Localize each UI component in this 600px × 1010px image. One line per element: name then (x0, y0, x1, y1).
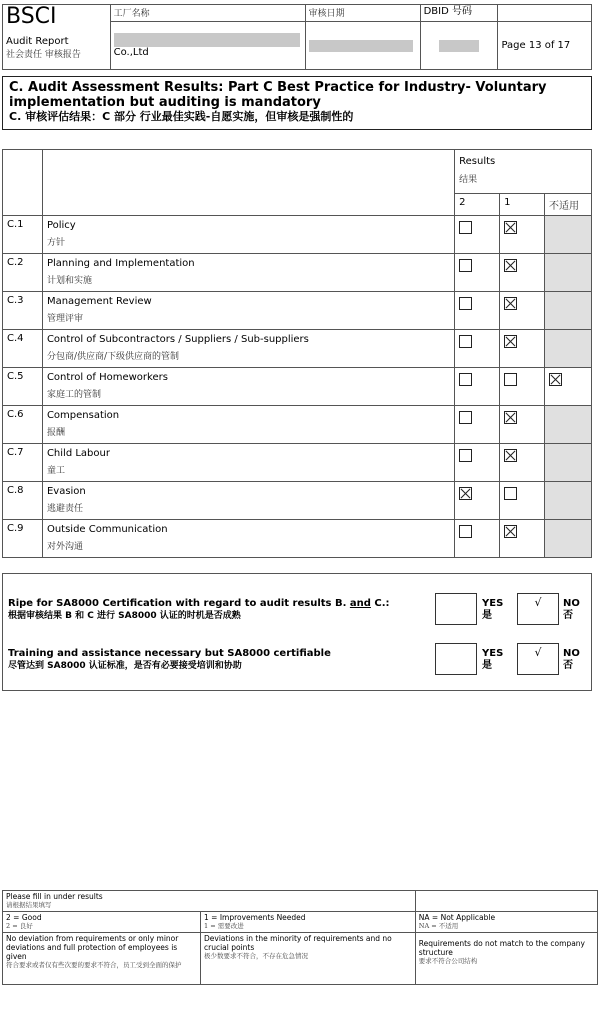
legend-good-en: 2 = Good (6, 913, 42, 922)
result-cell-na (545, 406, 592, 444)
legend-improve-en: 1 = Improvements Needed (204, 913, 306, 922)
report-title-cn: 社会责任 审核报告 (6, 50, 81, 60)
row-code: C.1 (3, 216, 43, 254)
result-checkbox-1[interactable] (504, 411, 517, 424)
result-checkbox-2[interactable] (459, 221, 472, 234)
row-label (42, 254, 454, 292)
q1-text-and: and (349, 598, 371, 609)
legend-na-desc-cn: 要求不符合公司结构 (418, 957, 478, 965)
results-table (2, 149, 592, 558)
row-label-cn: 管理评审 (46, 314, 83, 324)
report-title-en: Audit Report (6, 36, 69, 47)
result-checkbox-1[interactable] (504, 335, 517, 348)
row-code: C.9 (3, 520, 43, 558)
row-label-en: Management Review (46, 296, 152, 307)
row-code: C.7 (3, 444, 43, 482)
table-row (3, 292, 592, 330)
q1-no-label (563, 598, 580, 622)
q2-no-checkbox[interactable]: √ (517, 643, 559, 675)
legend-na-desc (415, 933, 597, 985)
audit-date-label: 审核日期 (308, 9, 345, 19)
result-cell-na (545, 368, 592, 406)
dbid-label-cell (420, 5, 498, 22)
legend-improve-desc-cn: 极少数要求不符合，不存在危急情况 (204, 952, 308, 960)
result-cell-2 (455, 292, 500, 330)
redacted-audit-date (309, 40, 413, 52)
legend-na-cn: NA = 不适用 (418, 922, 459, 930)
result-cell-2 (455, 444, 500, 482)
table-row (3, 482, 592, 520)
q2-yes-label (482, 648, 503, 672)
table-row (3, 406, 592, 444)
result-checkbox-1[interactable] (504, 221, 517, 234)
legend-blank (415, 891, 597, 912)
result-checkbox-1[interactable] (504, 373, 517, 386)
legend-fill-en: Please fill in under results (6, 892, 103, 901)
col-2-header: 2 (455, 194, 500, 216)
result-cell-na (545, 444, 592, 482)
audit-date-label-cell (305, 5, 420, 22)
results-header-en: Results (459, 156, 496, 167)
q1-yes-checkbox[interactable] (435, 593, 477, 625)
result-cell-1 (500, 368, 545, 406)
row-label-cn: 童工 (46, 466, 65, 476)
result-checkbox-2[interactable] (459, 525, 472, 538)
dbid-value-cell (420, 22, 498, 70)
col-na-header: 不适用 (545, 194, 592, 216)
result-cell-na (545, 292, 592, 330)
row-label-en: Child Labour (46, 448, 110, 459)
result-cell-2 (455, 406, 500, 444)
brand-cell (3, 5, 111, 70)
result-checkbox-1[interactable] (504, 259, 517, 272)
result-checkbox-2[interactable] (459, 297, 472, 310)
result-checkbox-2[interactable] (459, 373, 472, 386)
q1-yes-label (482, 598, 503, 622)
row-label-cn: 计划和实施 (46, 276, 92, 286)
result-cell-1 (500, 216, 545, 254)
result-cell-na (545, 520, 592, 558)
col-1-header: 1 (500, 194, 545, 216)
result-checkbox-2[interactable] (459, 449, 472, 462)
result-cell-na (545, 482, 592, 520)
legend-improve (201, 912, 416, 933)
result-cell-1 (500, 330, 545, 368)
legend-improve-cn: 1 = 需要改进 (204, 922, 244, 930)
sa8000-question-1 (8, 598, 390, 622)
q1-text-a: Ripe for SA8000 Certification with regard to audit results B. (8, 598, 350, 609)
dbid-label: DBID 号码 (423, 6, 472, 17)
factory-name-label: 工厂名称 (113, 9, 150, 19)
table-row (3, 444, 592, 482)
result-cell-2 (455, 368, 500, 406)
row-label-en: Evasion (46, 486, 86, 497)
results-header-cn: 结果 (459, 175, 478, 185)
result-cell-2 (455, 520, 500, 558)
legend-good-desc-en: No deviation from requirements or only minor deviations and full protection of employees is given (6, 934, 179, 961)
q2-text-cn: 尽管达到 SA8000 认证标准，是否有必要接受培训和协助 (8, 661, 242, 671)
q1-yes-cn: 是 (482, 610, 492, 621)
result-cell-1 (500, 406, 545, 444)
row-label-en: Policy (46, 220, 76, 231)
table-row (3, 330, 592, 368)
factory-name-label-cell (110, 5, 305, 22)
audit-date-value-cell (305, 22, 420, 70)
report-header (2, 4, 592, 70)
row-label (42, 216, 454, 254)
factory-name-value-cell (110, 22, 305, 70)
row-label-cn: 逃避责任 (46, 504, 83, 514)
section-title-box (2, 76, 592, 130)
result-cell-2 (455, 482, 500, 520)
blank-header-cell (498, 5, 592, 22)
legend-good (3, 912, 201, 933)
result-checkbox-na[interactable] (549, 373, 562, 386)
row-label (42, 520, 454, 558)
row-code: C.4 (3, 330, 43, 368)
results-header-row (3, 150, 592, 194)
result-checkbox-2[interactable] (459, 259, 472, 272)
row-code: C.8 (3, 482, 43, 520)
q2-yes-checkbox[interactable] (435, 643, 477, 675)
row-label (42, 444, 454, 482)
results-rows (3, 216, 592, 558)
brand-logo: BSCI (6, 4, 57, 29)
table-row (3, 216, 592, 254)
result-checkbox-1[interactable] (504, 297, 517, 310)
result-cell-1 (500, 254, 545, 292)
result-checkbox-2[interactable] (459, 335, 472, 348)
sa8000-question-2 (8, 648, 331, 672)
redacted-dbid (439, 40, 479, 52)
sa8000-box (2, 573, 592, 691)
result-checkbox-1[interactable] (504, 487, 517, 500)
q1-no-checkbox[interactable]: √ (517, 593, 559, 625)
row-code: C.2 (3, 254, 43, 292)
legend-na-en: NA = Not Applicable (418, 913, 496, 922)
q2-no-label (563, 648, 580, 672)
row-label-en: Outside Communication (46, 524, 168, 535)
row-label-cn: 报酬 (46, 428, 65, 438)
header-blank-code (3, 150, 43, 216)
q1-text-b: C.: (370, 598, 390, 609)
result-cell-1 (500, 520, 545, 558)
row-label-cn: 对外沟通 (46, 542, 83, 552)
result-checkbox-2[interactable] (459, 487, 472, 500)
row-label-cn: 方针 (46, 238, 65, 248)
q2-yes-cn: 是 (482, 660, 492, 671)
q1-yes-en: YES (482, 598, 504, 609)
q1-no-en: NO (563, 598, 580, 609)
legend-good-cn: 2 = 良好 (6, 922, 33, 930)
result-cell-na (545, 254, 592, 292)
row-code: C.5 (3, 368, 43, 406)
header-blank-label (42, 150, 454, 216)
result-cell-2 (455, 254, 500, 292)
table-row (3, 368, 592, 406)
result-checkbox-1[interactable] (504, 449, 517, 462)
factory-name-value: Co.,Ltd (113, 47, 149, 58)
row-code: C.6 (3, 406, 43, 444)
row-label-en: Control of Subcontractors / Suppliers / Sub-suppliers (46, 334, 309, 345)
result-checkbox-2[interactable] (459, 411, 472, 424)
result-cell-1 (500, 482, 545, 520)
row-label (42, 330, 454, 368)
q2-text-en: Training and assistance necessary but SA8000 certifiable (8, 648, 331, 659)
row-label-en: Compensation (46, 410, 120, 421)
legend-improve-desc-en: Deviations in the minority of requirements and no crucial points (204, 934, 392, 952)
q1-no-cn: 否 (563, 610, 573, 621)
section-title-en: C. Audit Assessment Results: Part C Best Practice for Industry- Voluntary implementation but auditing is mandatory (9, 80, 547, 110)
row-label-cn: 分包商/供应商/下级供应商的管制 (46, 352, 180, 362)
section-title-cn: C. 审核评估结果：C 部分 行业最佳实践-自愿实施，但审核是强制性的 (9, 110, 354, 123)
result-cell-na (545, 216, 592, 254)
q2-no-en: NO (563, 648, 580, 659)
result-cell-2 (455, 216, 500, 254)
legend-improve-desc (201, 933, 416, 985)
legend-fill-instruction (3, 891, 416, 912)
row-label (42, 482, 454, 520)
result-cell-1 (500, 444, 545, 482)
row-code: C.3 (3, 292, 43, 330)
page-number: Page 13 of 17 (498, 22, 592, 70)
q1-text-cn: 根据审核结果 B 和 C 进行 SA8000 认证的时机是否成熟 (8, 611, 241, 621)
legend-na-desc-en: Requirements do not match to the company structure (418, 939, 585, 957)
legend-good-desc-cn: 符合要求或者仅有些次要的要求不符合，员工受到全面的保护 (6, 961, 182, 969)
row-label (42, 368, 454, 406)
table-row (3, 520, 592, 558)
legend-good-desc (3, 933, 201, 985)
result-cell-1 (500, 292, 545, 330)
table-row (3, 254, 592, 292)
row-label (42, 406, 454, 444)
row-label-en: Control of Homeworkers (46, 372, 168, 383)
legend-table (2, 890, 598, 985)
legend-fill-cn: 请根据结果填写 (6, 901, 52, 909)
row-label (42, 292, 454, 330)
result-cell-2 (455, 330, 500, 368)
row-label-en: Planning and Implementation (46, 258, 195, 269)
result-checkbox-1[interactable] (504, 525, 517, 538)
results-header (455, 150, 592, 194)
q2-no-cn: 否 (563, 660, 573, 671)
redacted-factory-name (114, 33, 300, 47)
result-cell-na (545, 330, 592, 368)
q2-yes-en: YES (482, 648, 504, 659)
legend-na (415, 912, 597, 933)
row-label-cn: 家庭工的管制 (46, 390, 101, 400)
